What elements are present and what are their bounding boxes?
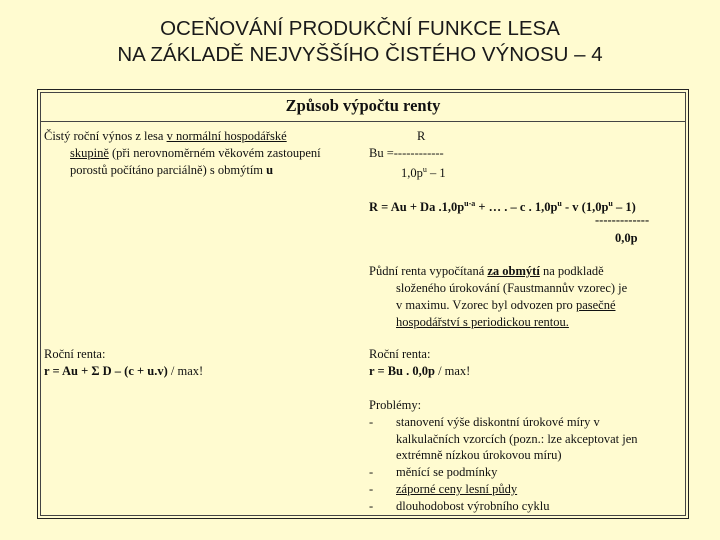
bu-denominator: $1,0p^u - 1$: [401, 165, 446, 180]
problem-4: dlouhodobost výrobního cyklu: [396, 499, 550, 513]
left-intro-line-1: [44, 128, 287, 144]
problem-3: záporné ceny lesní půdy: [396, 482, 518, 496]
right-annual-label: Roční renta:: [369, 347, 431, 361]
text: na podkladě: [539, 264, 604, 278]
bu-fraction-line: Bu =------------: [369, 146, 444, 160]
soil-rent-line-1: [369, 263, 604, 279]
problems-label: Problémy:: [369, 398, 422, 412]
problem-bullet-4: -: [369, 499, 374, 513]
title-line-1: OCEŇOVÁNÍ PRODUKČNÍ FUNKCE LESA: [160, 17, 560, 40]
superscript: u: [557, 199, 562, 208]
text: r = Bu . 0,0p: [369, 364, 435, 378]
left-intro-line-2: [70, 145, 321, 161]
text: / max!: [434, 364, 471, 378]
superscript: u: [608, 199, 613, 208]
left-annual-label: Roční renta:: [44, 347, 106, 361]
text: za obmýtí: [487, 264, 540, 278]
header-divider: [40, 121, 686, 122]
rent-denominator: 0,0p: [615, 231, 638, 245]
text: R = Au + Da .1,0p: [369, 200, 465, 214]
text: u: [266, 163, 274, 177]
soil-rent-line-3: [396, 297, 616, 313]
right-annual-formula: [369, 363, 470, 379]
slide-title: [0, 16, 720, 68]
text: – 1): [612, 200, 636, 214]
text: - v (1,0p: [561, 200, 609, 214]
text: v normální hospodářské: [166, 129, 287, 143]
text: skupině: [70, 146, 109, 160]
text: Půdní renta vypočítaná: [369, 264, 488, 278]
text: porostů počítáno parciálně) s obmýtím: [70, 163, 267, 177]
bu-numerator: R: [417, 129, 426, 143]
problem-1-line-3: extrémně nízkou úrokovou míru): [396, 448, 562, 462]
problem-1-line-2: kalkulačních vzorcích (pozn.: lze akceptovat jen: [396, 432, 638, 446]
soil-rent-line-2: složeného úrokování (Faustmannův vzorec) je: [396, 281, 628, 295]
text: r = Au + Σ D – (c + u.v): [44, 364, 168, 378]
problem-bullet-1: -: [369, 415, 374, 429]
subheading: Způsob výpočtu renty: [285, 96, 441, 115]
text: (při nerovnoměrném věkovém zastoupení: [108, 146, 321, 160]
superscript: u-a: [464, 199, 476, 208]
problem-bullet-3: -: [369, 482, 374, 496]
text: / max!: [167, 364, 204, 378]
left-intro-line-3: [70, 162, 273, 178]
problem-1-line-1: stanovení výše diskontní úrokové míry v: [396, 415, 600, 429]
problem-2: měnící se podmínky: [396, 465, 498, 479]
rent-fraction-line: -------------: [595, 213, 650, 227]
text: v maximu. Vzorec byl odvozen pro: [396, 298, 576, 312]
soil-rent-line-4: hospodářství s periodickou rentou.: [396, 315, 569, 329]
problem-bullet-2: -: [369, 465, 374, 479]
text: pasečné: [575, 298, 616, 312]
superscript: u: [422, 165, 427, 174]
text: + … . – c . 1,0p: [475, 200, 558, 214]
left-annual-formula: [44, 363, 203, 379]
title-line-2: NA ZÁKLADĚ NEJVYŠŠÍHO ČISTÉHO VÝNOSU – 4: [117, 43, 603, 66]
text: Čistý roční výnos z lesa: [44, 129, 167, 143]
